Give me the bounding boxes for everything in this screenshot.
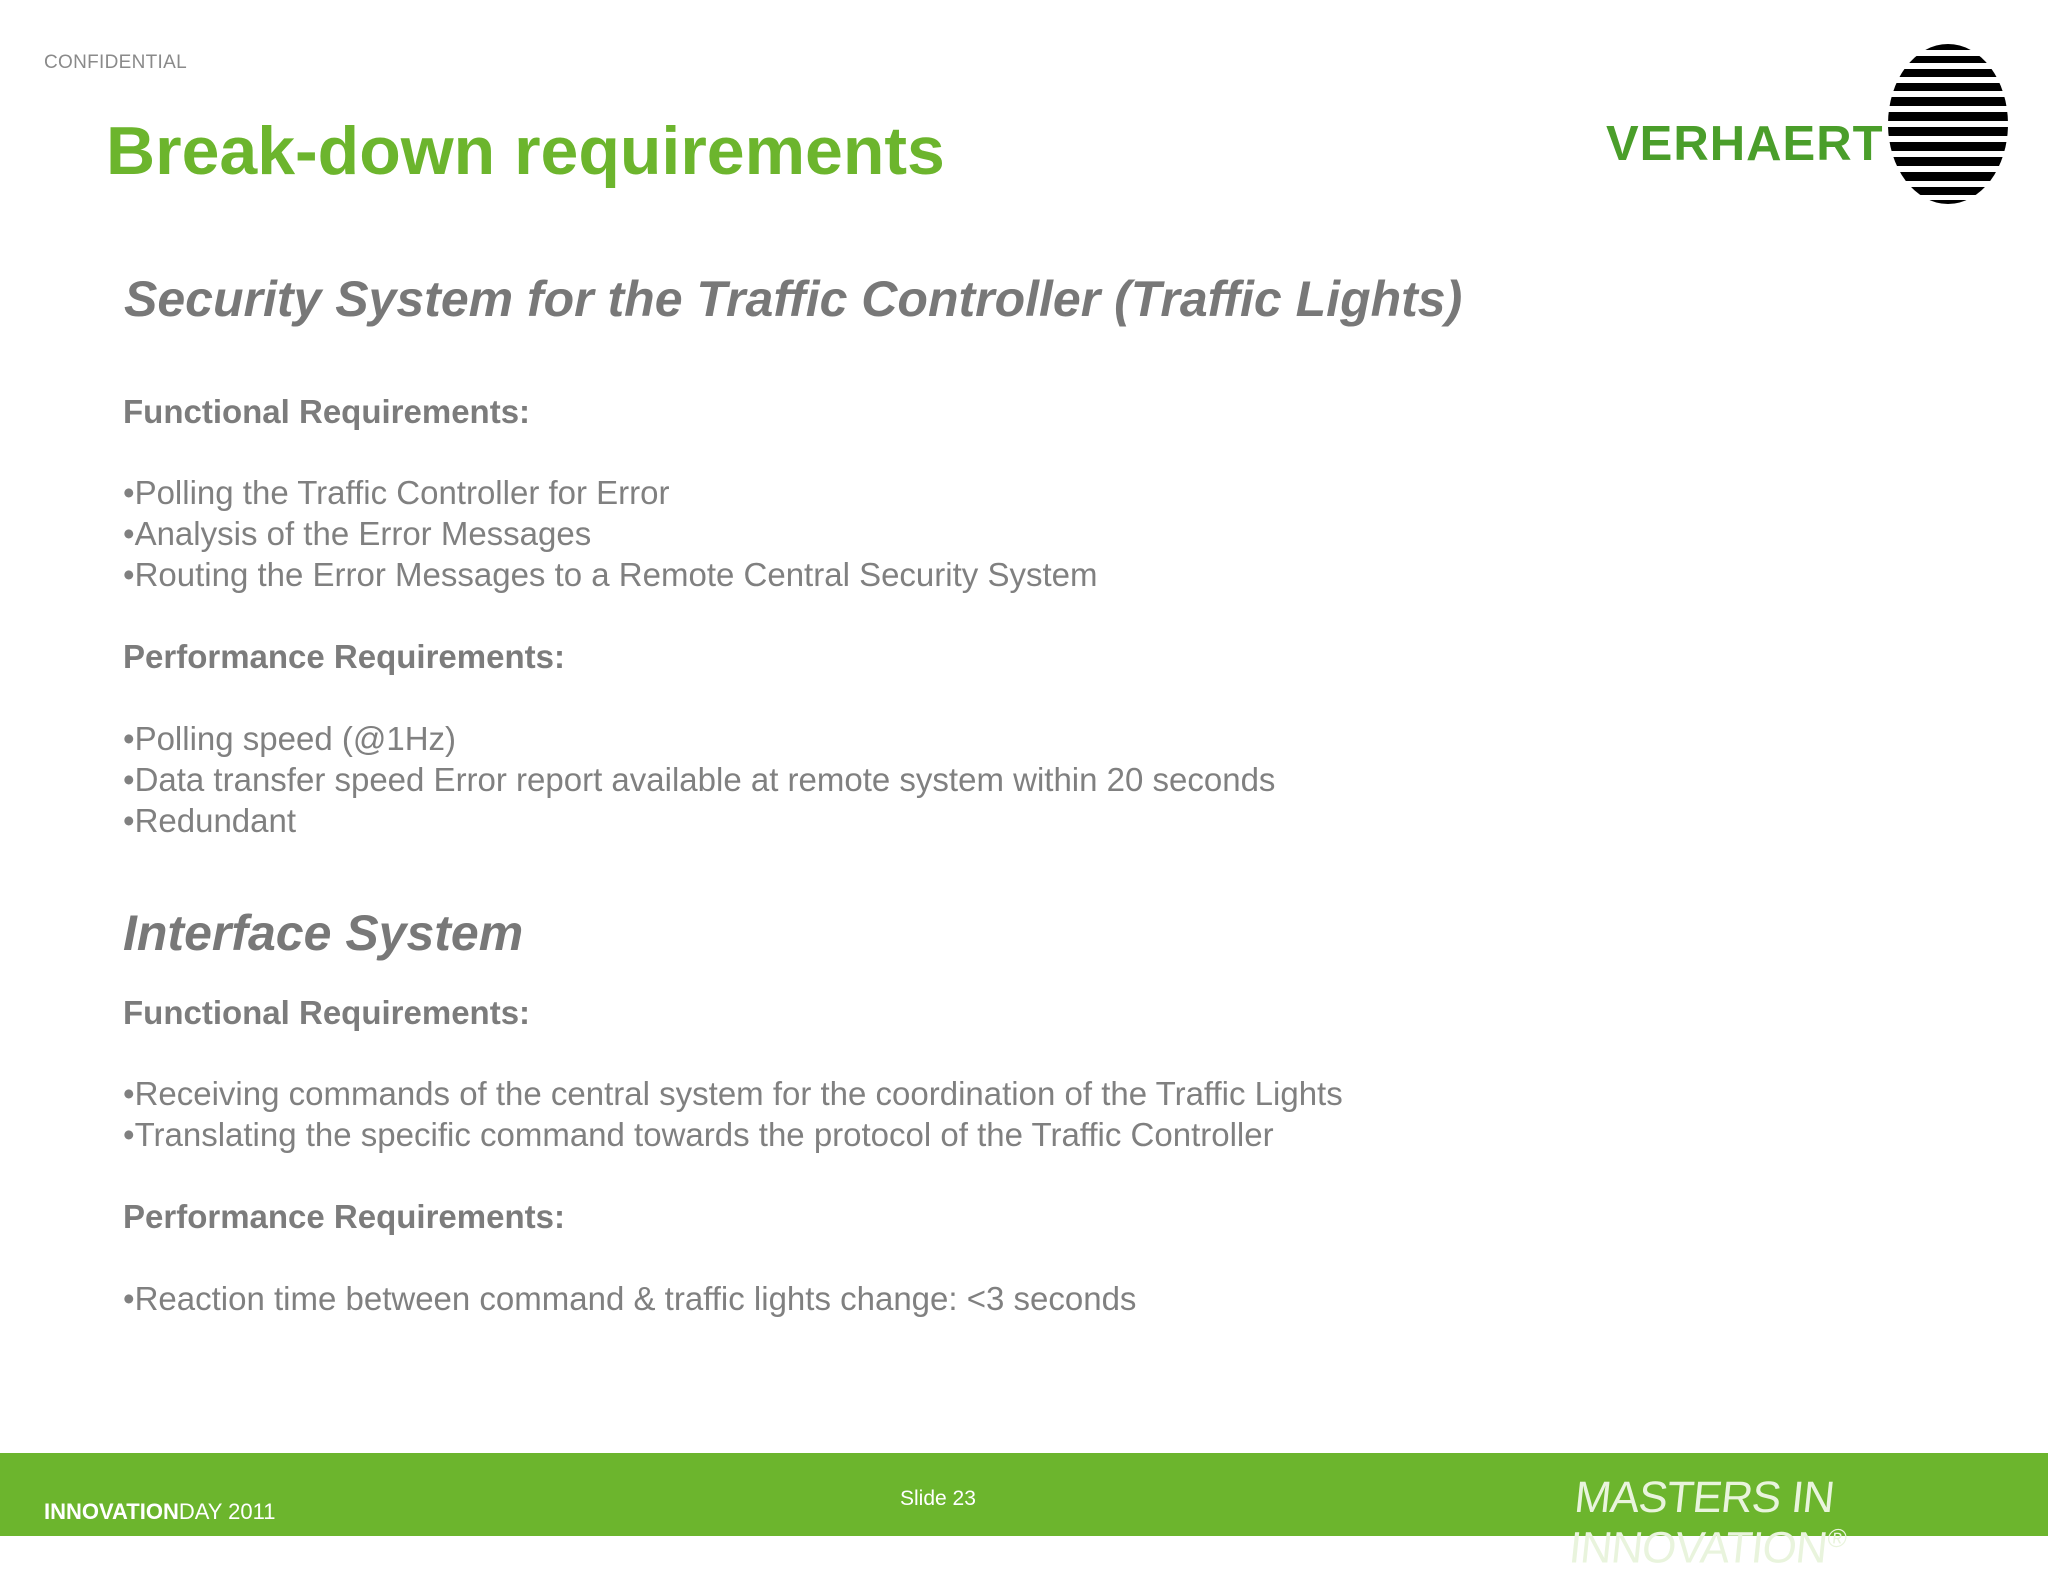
list-item: • Data transfer speed Error report available at remote system within 20 seconds [123,759,1275,800]
list-item: • Polling the Traffic Controller for Error [123,472,1097,513]
functional-list-interface [123,1073,1343,1155]
logo-text: VERHAERT [1606,117,1884,171]
footer-bar [0,1453,2048,1573]
list-item: • Reaction time between command & traffic lights change: <3 seconds [123,1278,1136,1319]
list-item: • Polling speed (@1Hz) [123,718,1275,759]
performance-heading-interface: Performance Requirements: [123,1198,565,1235]
verhaert-logo [1600,40,2020,210]
event-label-bold: INNOVATION [44,1499,179,1524]
list-item: • Redundant [123,800,1275,841]
list-item: • Routing the Error Messages to a Remote Central Security System [123,554,1097,595]
functional-heading-interface: Functional Requirements: [123,994,531,1031]
tagline [1567,1473,2048,1574]
list-item: • Analysis of the Error Messages [123,513,1097,554]
slide-number: Slide 23 [900,1487,976,1510]
slide-title: Break-down requirements [106,113,945,189]
functional-heading-security: Functional Requirements: [123,393,531,430]
tagline-text: MASTERS IN INNOVATION [1566,1473,1837,1573]
list-item: • Translating the specific command towards the protocol of the Traffic Controller [123,1114,1343,1155]
performance-heading-security: Performance Requirements: [123,638,565,675]
confidential-label: CONFIDENTIAL [44,52,187,73]
list-item: • Receiving commands of the central system for the coordination of the Traffic Lights [123,1073,1343,1114]
section-heading-security: Security System for the Traffic Controller (Traffic Lights) [124,271,1463,327]
functional-list-security [123,472,1097,595]
striped-egg-logo-icon [1886,42,2014,206]
event-label-rest: DAY 2011 [178,1499,276,1524]
section-heading-interface: Interface System [123,905,524,961]
registered-mark: ® [1826,1523,1848,1553]
event-label [44,1499,276,1525]
performance-list-security [123,718,1275,841]
performance-list-interface [123,1278,1136,1319]
